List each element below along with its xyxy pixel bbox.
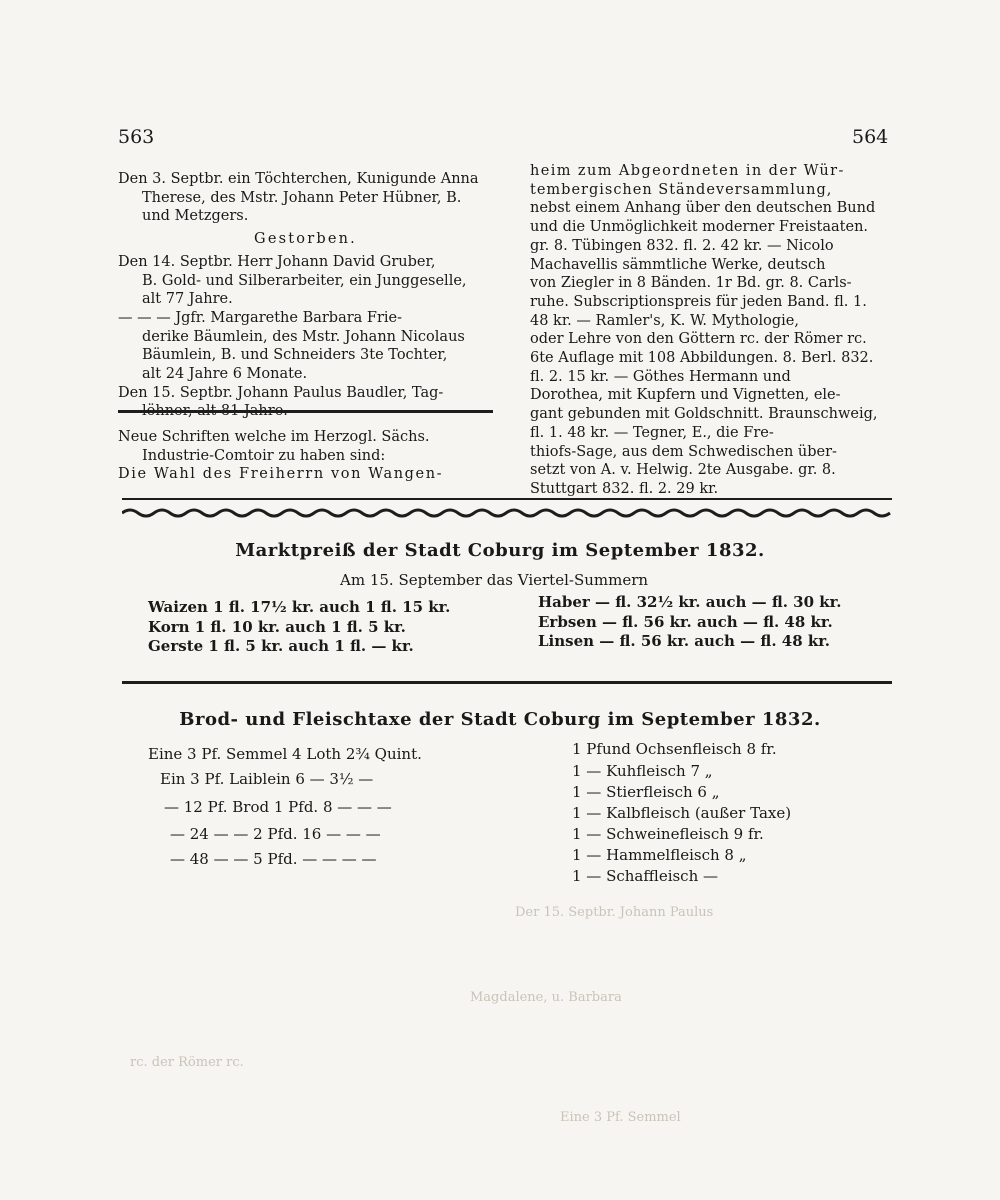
market-row: Waizen 1 fl. 17½ kr. auch 1 fl. 15 kr. <box>148 598 451 616</box>
bread-row: — 24 — — 2 Pfd. 16 — — — <box>170 825 381 843</box>
text-line: gant gebunden mit Goldschnitt. Braunschweig, <box>530 406 878 423</box>
text-line: derike Bäumlein, des Mstr. Johann Nicolaus <box>142 328 465 345</box>
text-line: und Metzgers. <box>142 208 249 225</box>
text-line: Bäumlein, B. und Schneiders 3te Tochter, <box>142 347 448 364</box>
text-line: oder Lehre von den Göttern rc. der Römer rc. <box>530 331 867 348</box>
text-line: 48 kr. — Ramler's, K. W. Mythologie, <box>530 312 800 329</box>
meat-row: 1 — Schweinefleisch 9 fr. <box>572 825 764 843</box>
text-line: Den 3. Septbr. ein Töchterchen, Kunigunde Anna <box>118 171 479 187</box>
market-row: Korn 1 fl. 10 kr. auch 1 fl. 5 kr. <box>148 618 406 636</box>
text-line: setzt von A. v. Helwig. 2te Ausgabe. gr. 8. <box>530 462 836 479</box>
text-line: Machavellis sämmtliche Werke, deutsch <box>530 256 826 273</box>
announcement <box>118 428 493 484</box>
meat-row: 1 — Stierfleisch 6 „ <box>572 783 720 801</box>
column-rule-left <box>118 410 493 413</box>
bleed-through-text: Eine 3 Pf. Semmel <box>560 1110 681 1125</box>
right-column <box>530 162 895 499</box>
text-line: 6te Auflage mit 108 Abbildungen. 8. Berl. 832. <box>530 350 874 367</box>
meat-row: 1 — Kalbfleisch (außer Taxe) <box>572 804 792 822</box>
bread-row: Ein 3 Pf. Laiblein 6 — 3½ — <box>160 770 374 788</box>
bread-row: — 12 Pf. Brod 1 Pfd. 8 — — — <box>164 798 392 816</box>
text-line: heim zum Abgeordneten in der Wür- <box>530 163 845 179</box>
bleed-through-text: Der 15. Septbr. Johann Paulus <box>515 905 714 920</box>
text-line: Therese, des Mstr. Johann Peter Hübner, B. <box>142 189 462 206</box>
market-row: Haber — fl. 32½ kr. auch — fl. 30 kr. <box>538 593 842 611</box>
text-line: Stuttgart 832. fl. 2. 29 kr. <box>530 480 719 497</box>
text-line: nebst einem Anhang über den deutschen Bund <box>530 200 876 217</box>
page-number-right: 564 <box>852 126 889 148</box>
market-row: Linsen — fl. 56 kr. auch — fl. 48 kr. <box>538 632 830 650</box>
text-line: tembergischen Ständeversammlung, <box>530 181 833 198</box>
text-line: gr. 8. Tübingen 832. fl. 2. 42 kr. — Nicolo <box>530 237 834 254</box>
market-row: Gerste 1 fl. 5 kr. auch 1 fl. — kr. <box>148 637 414 655</box>
announcement-line: Die Wahl des Freiherrn von Wangen- <box>118 466 444 483</box>
market-row: Erbsen — fl. 56 kr. auch — fl. 48 kr. <box>538 613 833 631</box>
text-line: von Ziegler in 8 Bänden. 1r Bd. gr. 8. Carls- <box>530 275 852 292</box>
meat-row: 1 Pfund Ochsenfleisch 8 fr. <box>572 740 777 758</box>
announcement-line: Industrie-Comtoir zu haben sind: <box>142 447 386 464</box>
meat-row: 1 — Schaffleisch — <box>572 867 719 885</box>
wavy-rule <box>122 507 892 519</box>
meat-row: 1 — Kuhfleisch 7 „ <box>572 762 713 780</box>
section-heading-deaths: Gestorben. <box>254 231 357 248</box>
text-line: B. Gold- und Silberarbeiter, ein Junggeselle, <box>142 272 467 289</box>
text-line: alt 24 Jahre 6 Monate. <box>142 366 308 383</box>
bread-row: Eine 3 Pf. Semmel 4 Loth 2¾ Quint. <box>148 745 422 763</box>
text-line: und die Unmöglichkeit moderner Freistaaten. <box>530 219 869 236</box>
full-rule-top <box>122 498 892 500</box>
text-line: ruhe. Subscriptionspreis für jeden Band. fl. 1. <box>530 293 867 310</box>
meat-row: 1 — Hammelfleisch 8 „ <box>572 846 747 864</box>
tax-title: Brod- und Fleischtaxe der Stadt Coburg im September 1832. <box>179 709 821 730</box>
bleed-through-text: rc. der Römer rc. <box>130 1055 244 1070</box>
text-line: thiofs-Sage, aus dem Schwedischen über- <box>530 443 837 460</box>
text-line: Den 15. Septbr. Johann Paulus Baudler, Tag- <box>118 384 444 401</box>
page-number-left: 563 <box>118 126 155 148</box>
text-line: Dorothea, mit Kupfern und Vignetten, ele- <box>530 387 841 404</box>
full-rule-middle <box>122 681 892 684</box>
text-line: Den 14. Septbr. Herr Johann David Gruber, <box>118 253 436 270</box>
text-line: — — — Jgfr. Margarethe Barbara Frie- <box>118 309 403 326</box>
bread-row: — 48 — — 5 Pfd. — — — — <box>170 850 377 868</box>
bleed-through-text: Magdalene, u. Barbara <box>470 990 622 1005</box>
market-subtitle: Am 15. September das Viertel-Summern <box>340 571 649 589</box>
text-line: fl. 1. 48 kr. — Tegner, E., die Fre- <box>530 424 774 441</box>
left-column <box>118 170 493 421</box>
market-title: Marktpreiß der Stadt Coburg im September 1832. <box>235 540 765 561</box>
text-line: fl. 2. 15 kr. — Göthes Hermann und <box>530 368 791 385</box>
announcement-line: Neue Schriften welche im Herzogl. Sächs. <box>118 429 430 445</box>
text-line: alt 77 Jahre. <box>142 291 233 308</box>
